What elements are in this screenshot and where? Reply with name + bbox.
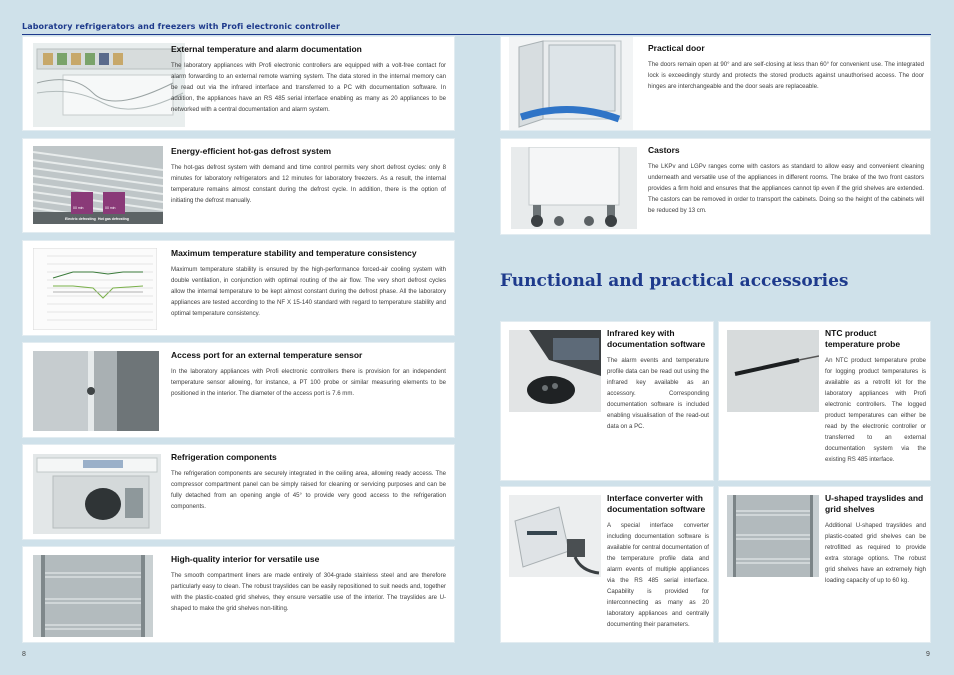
interface-converter-image [509, 495, 601, 577]
card-heading: Maximum temperature stability and temperature consistency [171, 248, 417, 258]
card-heading: U-shaped trayslides and grid shelves [825, 493, 924, 514]
card-infrared-key [500, 321, 714, 481]
page-header-title: Laboratory refrigerators and freezers with Profi electronic controller [22, 22, 341, 31]
card-castors [500, 138, 931, 235]
card-heading: Refrigeration components [171, 452, 277, 462]
card-body: Additional U-shaped trayslides and plastic-coated grid shelves can be retrofitted as required to provide extra storage options. The robust grid shelves have an extremely high loading capacity of up to 60 kg. [825, 522, 926, 584]
defrost-label-electric: Electric defrosting [65, 217, 96, 221]
card-body: Maximum temperature stability is ensured by the high-performance forced-air cooling system with double ventilation, in conjunction with optimal routing of the air flow. The very short defrost cycles allow the internal temperature to be kept almost constant during the defrost phase. All the laboratory appliances are tested according to the NF X 15-140 standard with regard to temperature stability and optimal temperature consistency. [171, 266, 446, 317]
card-hot-gas-defrost [22, 138, 455, 233]
access-port-image [33, 351, 159, 431]
card-ntc-probe [718, 321, 931, 481]
page-number-right: 9 [926, 651, 930, 658]
card-body: The hot-gas defrost system with demand and time control permits very short defrost cycles: only 8 minutes for laboratory refrigerators and 12 minutes for laboratory freezers. As a result, the internal temperature remains almost constant during the defrost cycle. In addition, there is the option of initiating the defrost manually. [171, 164, 446, 204]
card-body: The laboratory appliances with Profi electronic controllers are equipped with a volt-free contact for alarm forwarding to an external remote warning system. The data stored in the internal memory can be read out via the infrared interface and transferred to a PC with documentation software. In addition, the appliances have an RS 485 serial interface enabling as many as 20 appliances to be networked with a central documentation and alarm system. [171, 62, 446, 113]
card-temperature-stability [22, 240, 455, 336]
defrost-badge-electric: 00 min [71, 192, 93, 214]
card-body: An NTC product temperature probe for logging product temperatures is available as a retrofit kit for the laboratory appliances with Profi electronic controllers. The logged product temperatures can either be read by the electronic controller or transferred to an external documentation system via the existing RS 485 interface. [825, 357, 926, 463]
card-heading: External temperature and alarm documentation [171, 44, 362, 54]
trayslides-image [727, 495, 819, 577]
accessories-title: Functional and practical accessories [500, 271, 849, 291]
ntc-probe-image [727, 330, 819, 412]
card-u-shaped-trayslides [718, 486, 931, 643]
card-body: In the laboratory appliances with Profi electronic controllers there is provision for an independent temperature sensor allowing, for instance, a PT 100 probe or similar measuring elements to be positioned in the interior. The diameter of the access port is 7.6 mm. [171, 368, 446, 397]
defrost-comparison-image [33, 146, 163, 224]
card-heading: NTC product temperature probe [825, 328, 901, 349]
card-body: The smooth compartment liners are made entirely of 304-grade stainless steel and are therefore particularly easy to clean. The robust trayslides can be easily repositioned to suit needs and, together with the plastic-coated grid shelves, they ensure versatile use of the interior. The trayslides are U-shaped to make the grid shelves non-tilting. [171, 572, 446, 612]
card-heading: Infrared key with documentation software [607, 328, 706, 349]
card-body: The doors remain open at 90° and are self-closing at less than 60° for convenient use. The integrated lock is exceedingly sturdy and protects the stored products against unauthorised access. The door hinges are interchangeable and the door seals are replaceable. [648, 61, 924, 90]
castors-image [511, 147, 637, 229]
page-number-left: 8 [22, 651, 26, 658]
practical-door-image [509, 37, 633, 131]
controller-board-image [33, 43, 185, 127]
card-practical-door [500, 36, 931, 131]
card-interior [22, 546, 455, 643]
infrared-key-image [509, 330, 601, 412]
temperature-graph-image [33, 248, 157, 330]
card-refrigeration-components [22, 444, 455, 540]
card-heading: Access port for an external temperature sensor [171, 350, 363, 360]
card-heading: High-quality interior for versatile use [171, 554, 320, 564]
interior-shelves-image [33, 555, 153, 637]
card-interface-converter [500, 486, 714, 643]
card-access-port [22, 342, 455, 438]
refrigeration-components-image [33, 454, 161, 534]
card-body: A special interface converter including documentation software is available for central documentation of the temperature profile data and alarm events of multiple appliances via the RS 485 serial interface. Capability is provided for interconnecting as many as 20 laboratory appliances and centrally documenting their parameters. [607, 522, 709, 628]
card-heading: Interface converter with documentation software [607, 493, 706, 514]
card-heading: Energy-efficient hot-gas defrost system [171, 146, 332, 156]
card-body: The LKPv and LGPv ranges come with castors as standard to allow easy and convenient cleaning underneath and versatile use of the appliances in different rooms. The brake of the two front castors provides a firm hold and ensures that the appliances cannot tip even if the grid shelves are extended. The castors can be removed in order to transport the cabinets. Doing so the height of the cabinets will be reduced by 13 cm. [648, 163, 924, 214]
card-heading: Practical door [648, 43, 705, 53]
header-rule [22, 34, 931, 35]
card-body: The alarm events and temperature profile data can be read out using the infrared key available as an accessory. Corresponding documentation software is included enabling visualisation of the read-out data on a PC. [607, 357, 709, 430]
card-heading: Castors [648, 145, 680, 155]
card-external-temperature [22, 36, 455, 131]
defrost-badge-hot-gas: 00 min [103, 192, 125, 214]
card-body: The refrigeration components are securely integrated in the ceiling area, allowing ready access. The compressor compartment panel can be simply raised for cleaning or servicing purposes and can be fully detached from an opening angle of 45° to provide very good access to the refrigeration components. [171, 470, 446, 510]
defrost-label-hot-gas: Hot gas defrosting [98, 217, 129, 221]
